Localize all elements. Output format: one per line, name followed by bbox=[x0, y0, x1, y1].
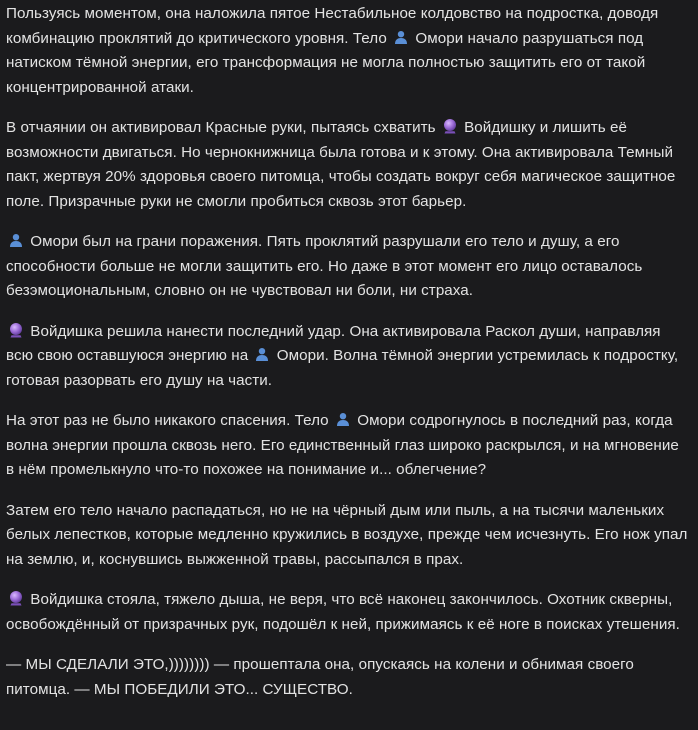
story-paragraph bbox=[6, 230, 688, 304]
story-paragraph bbox=[6, 116, 688, 214]
paragraph-text: Омори. Волна тёмной энергии устремилась к подростку, готовая разорвать его душу на части. bbox=[6, 347, 679, 389]
paragraph-text: Затем его тело начало распадаться, но не на чёрный дым или пыль, а на тысячи маленьких белых лепестков, которые медленно кружились в воздухе, прежде чем исчезнуть. Его нож упал на землю, и, коснувшись выжженной травы, рассыпался в прах. bbox=[6, 501, 688, 568]
paragraph-text: Омори начало разрушаться под натиском тёмной энергии, его трансформация не могла полностью защитить его от такой концентрированной атаки. bbox=[6, 29, 646, 96]
person-silhouette-icon bbox=[254, 346, 270, 362]
crystal-ball-icon bbox=[8, 322, 24, 338]
paragraph-text: На этот раз не было никакого спасения. Тело bbox=[6, 412, 333, 429]
paragraph-text: — МЫ СДЕЛАЛИ ЭТО,)))))))) — прошептала она, опускаясь на колени и обнимая своего питомца. — МЫ ПОБЕДИЛИ ЭТО... СУЩЕСТВО. bbox=[6, 656, 634, 698]
paragraph-text: В отчаянии он активировал Красные руки, пытаясь схватить bbox=[6, 119, 440, 136]
story-paragraph bbox=[6, 2, 688, 100]
story-paragraph bbox=[6, 653, 688, 702]
paragraph-text: Войдишка стояла, тяжело дыша, не веря, что всё наконец закончилось. Охотник скверны, освобождённый от призрачных рук, подошёл к ней, прижимаясь к её ноге в поисках утешения. bbox=[6, 591, 680, 633]
story-paragraph bbox=[6, 409, 688, 483]
person-silhouette-icon bbox=[393, 29, 409, 45]
person-silhouette-icon bbox=[8, 232, 24, 248]
paragraph-text: Войдишку и лишить её возможности двигаться. Но чернокнижница была готова и к этому. Она активировала Темный пакт, жертвуя 20% здоровья своего питомца, чтобы создать вокруг себя магическое защитное поле. Призрачные руки не смогли пробиться сквозь этот барьер. bbox=[6, 119, 676, 210]
story-paragraph bbox=[6, 320, 688, 394]
person-silhouette-icon bbox=[335, 411, 351, 427]
paragraph-text: Пользуясь моментом, она наложила пятое Нестабильное колдовство на подростка, доводя комбинацию проклятий до критического уровня. Тело bbox=[6, 5, 659, 47]
crystal-ball-icon bbox=[442, 118, 458, 134]
crystal-ball-icon bbox=[8, 590, 24, 606]
paragraph-text: Омори содрогнулось в последний раз, когда волна энергии прошла сквозь него. Его единственный глаз широко раскрылся, и на мгновение в нём промелькнуло что-то похожее на понимание и... облегчение? bbox=[6, 412, 679, 478]
story-paragraph bbox=[6, 588, 688, 637]
paragraph-text: Войдишка решила нанести последний удар. Она активировала Раскол души, направляя всю свою оставшуюся энергию на bbox=[6, 322, 661, 364]
story-paragraph bbox=[6, 499, 688, 573]
paragraph-text: Омори был на грани поражения. Пять проклятий разрушали его тело и душу, а его способности больше не могли защитить его. Но даже в этот момент его лицо оставалось безэмоциональным, словно он не чувствовал ни боли, ни страха. bbox=[6, 233, 643, 299]
